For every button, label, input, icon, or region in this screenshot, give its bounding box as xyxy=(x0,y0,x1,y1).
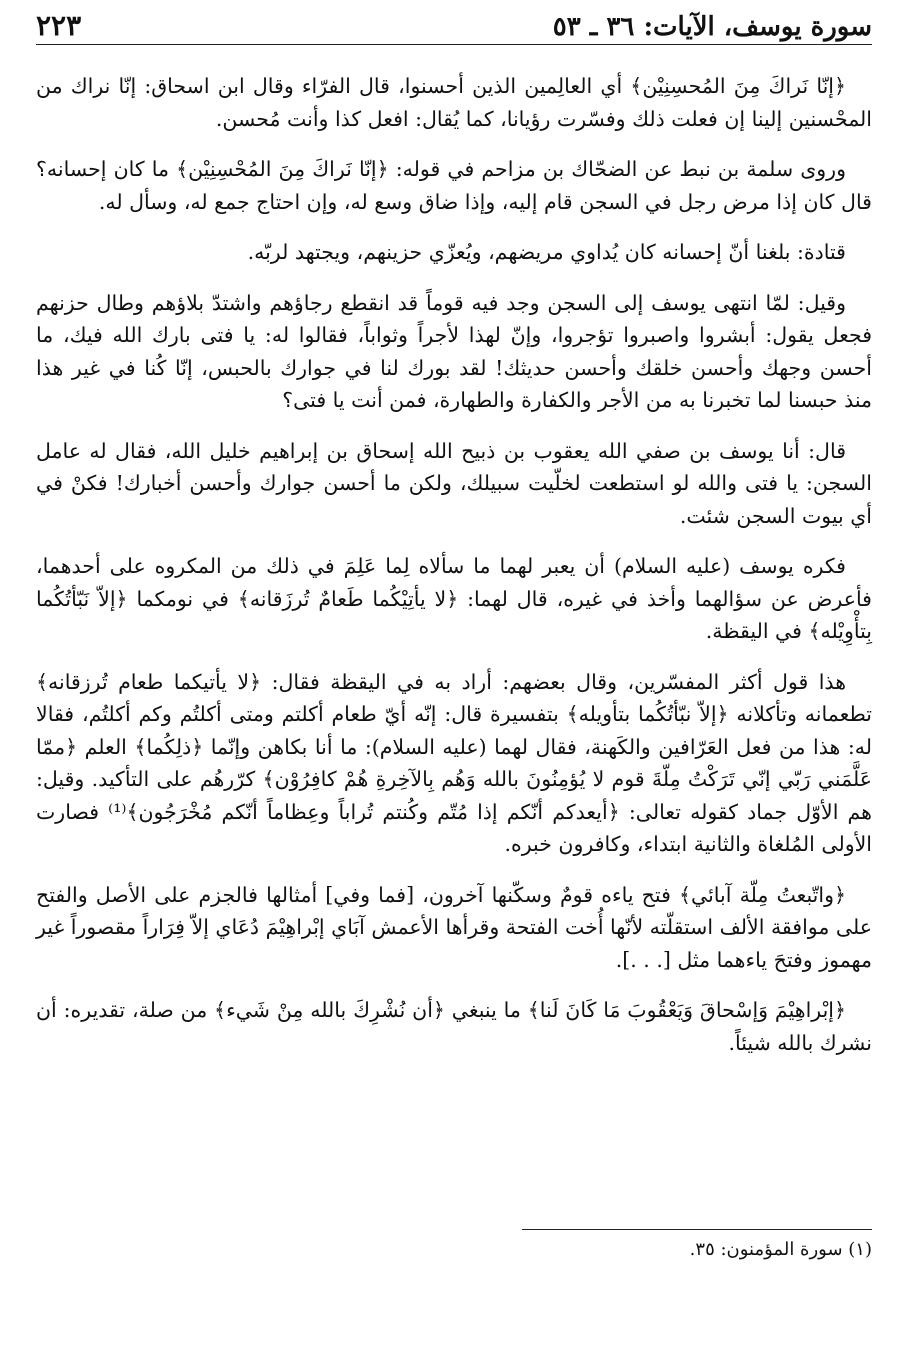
header-rule xyxy=(36,44,872,45)
footnote: (١) سورة المؤمنون: ٣٥. xyxy=(689,1239,872,1260)
page-number: ٢٢٣ xyxy=(36,9,82,42)
footnote-rule xyxy=(522,1229,872,1230)
page-header xyxy=(36,4,872,42)
paragraph: قتادة: بلغنا أنّ إحسانه كان يُداوي مريضهم، ويُعزّي حزينهم، ويجتهد لربّه. xyxy=(247,240,846,264)
running-title: سورة يوسف، الآيات: ٣٦ ـ ٥٣ xyxy=(552,12,872,42)
paragraph: ﴿إنّا نَراكَ مِنَ المُحسِنِيْن﴾ أي العالِمين الذين أحسنوا، قال الفرّاء وقال ابن اسحاق: إنّا نراك من المحْسنين إلينا إن فعلت ذلك وفسّرت رؤيانا، كما يُقال: افعل كذا وأنت مُحسن. xyxy=(36,74,872,131)
body-text xyxy=(36,70,872,1077)
paragraph: وقيل: لمّا انتهى يوسف إلى السجن وجد فيه قوماً قد انقطع رجاؤهم واشتدّ بلاؤهم وطال حزنهم فجعل يقول: أبشروا واصبروا تؤجروا، وإنّ لهذا لأجراً وثواباً، فقالوا له: يا فتى بارك الله فيك، ما أحسن وجهك وأحسن خلقك وأحسن حديثك! لقد بورك لنا في جوارك بالحبس، إنّا كُنا في غير هذا منذ حبسنا لما تخبرنا به من الأجر والكفارة والطهارة، فمن أنت يا فتى؟ xyxy=(36,290,872,412)
paragraph: وروى سلمة بن نبط عن الضحّاك بن مزاحم في قوله: ﴿إنّا نَراكَ مِنَ المُحْسِنِيْن﴾ ما كان إحسانه؟ قال كان إذا مرض رجل في السجن قام إليه، وإذا ضاق وسع له، وإن احتاج جمع له، وسأل له. xyxy=(36,157,872,214)
paragraph: هذا قول أكثر المفسّرين، وقال بعضهم: أراد به في اليقظة فقال: ﴿لا يأتيكما طعام تُرزقانه﴾ تطعمانه وتأكلانه ﴿إلاّ نبّأتُكُما بتأويله﴾ بتفسيرة قال: إنّه أيّ طعام أكلتم ومتى أكلتُم وكم أكلتُم، فقالا له: هذا من فعل العَرّافين والكَهنة، فقال لهما (عليه السلام): ما أنا بكاهن وإنّما ﴿ذلِكُما﴾ العلم ﴿ممّا عَلَّمَني رَبّي إنّي تَرَكْتُ مِلّةَ قوم لا يُؤمِنُونَ بالله وَهُم بِالآخِرةِ هُمْ كافِرُوْن﴾ كرّرهُم على التأكيد. وقيل: هم الأوّل جماد كقوله تعالى: ﴿أيعدكم أنّكم إذا مُتّم وكُنتم تُراباً وعِظاماً أنّكم مُخْرَجُون﴾⁽¹⁾ فصارت الأولى المُلغاة والثانية ابتداء، وكافرون خبره. xyxy=(36,669,872,856)
paragraph: فكره يوسف (عليه السلام) أن يعبر لهما ما سألاه لِما عَلِمَ في ذلك من المكروه على أحدهما، فأعرض عن سؤالهما وأخذ في غيره، قال لهما: ﴿لا يأتِيْكُما طَعامٌ تُرزَقانه﴾ في نومكما ﴿إلاّ نَبّأتُكُما بِتأْوِيْله﴾ في اليقظة. xyxy=(36,554,872,643)
paragraph: ﴿واتّبعتُ مِلّة آبائي﴾ فتح ياءه قومٌ وسكّنها آخرون، [فما وفي] أمثالها فالجزم على الأصل والفتح على موافقة الألف استقلّته لأنّها أُخت الفتحة وقرأها الأعمش آبَاي إبْراهِيْمَ دُعَاي إلاّ فِرَاراً مقصوراً غير مهموز وفتحَ ياءهما مثل [. . .]. xyxy=(36,882,872,972)
paragraph: قال: أنا يوسف بن صفي الله يعقوب بن ذبيح الله إسحاق بن إبراهيم خليل الله، فقال له عامل السجن: يا فتى والله لو استطعت لخلّيت سبيلك، ولكن ما أحسن جوارك وأحسن أخبارك! فكنْ في أي بيوت السجن شئت. xyxy=(36,438,872,528)
paragraph: ﴿إبْراهِيْمَ وَإسْحاقَ وَيَعْقُوبَ مَا كَانَ لَنا﴾ ما ينبغي ﴿أن نُشْرِكَ بالله مِنْ شَيء﴾ من صلة، تقديره: أن نشرك بالله شيئاً. xyxy=(36,998,872,1055)
